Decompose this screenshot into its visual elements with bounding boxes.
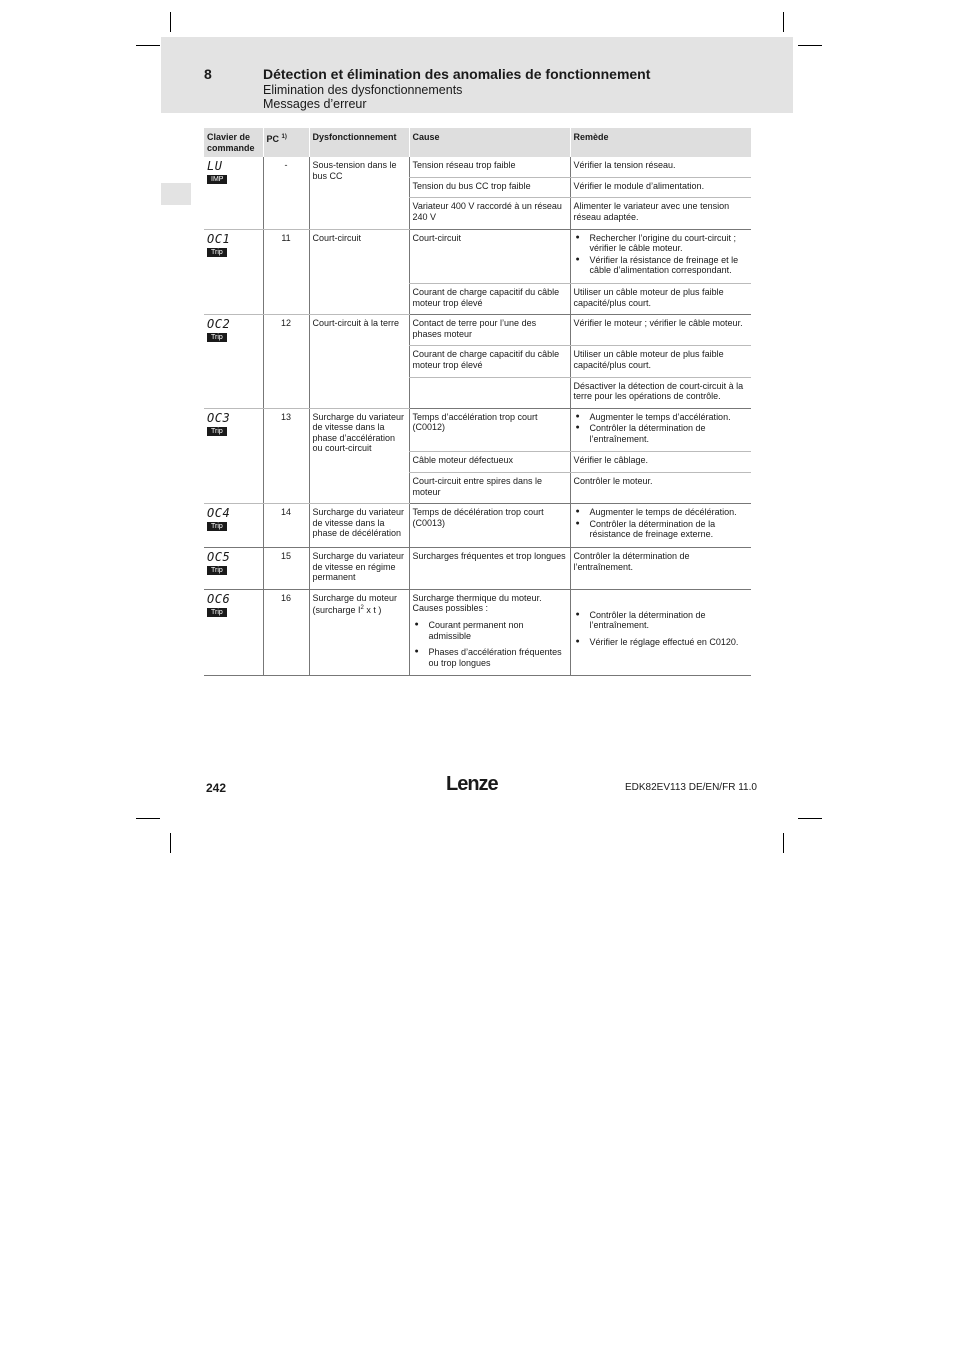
remedy-cell: Vérifier la tension réseau. [570, 157, 751, 177]
keypad-cell [204, 229, 263, 315]
status-badge: Trip [207, 427, 227, 436]
table-row [204, 589, 751, 676]
remedy-cell: ● Contrôler la détermination de l’entraînement. ● Vérifier le réglage effectué en C0120. [570, 589, 751, 676]
cause-cell: Courant de charge capacitif du câble moteur trop élevé [409, 346, 570, 377]
page-number: 242 [206, 781, 227, 795]
table-row [204, 408, 751, 452]
col-header-malfunction: Dysfonctionnement [309, 128, 409, 157]
lenze-logo: Lenze [446, 773, 498, 795]
remedy-cell: Utiliser un câble moteur de plus faible capacité/plus court. [570, 346, 751, 377]
pc-cell: 11 [263, 229, 309, 315]
chapter-number: 8 [204, 66, 212, 82]
table-row [204, 229, 751, 283]
remedy-cell: Vérifier le module d’alimentation. [570, 177, 751, 198]
chapter-title: Détection et élimination des anomalies de fonctionnement [263, 66, 651, 82]
status-badge: Trip [207, 248, 227, 257]
keypad-cell [204, 157, 263, 229]
remedy-cell: Contrôler la détermination de l’entraînement. [570, 548, 751, 590]
keypad-cell [204, 589, 263, 676]
crop-mark [170, 833, 171, 853]
keypad-cell [204, 315, 263, 409]
cause-cell: Courant de charge capacitif du câble moteur trop élevé [409, 283, 570, 314]
keypad-cell [204, 504, 263, 548]
display-code: LU [207, 159, 223, 174]
pc-cell: 12 [263, 315, 309, 409]
display-code: OC3 [207, 410, 231, 425]
remedy-cell: Contrôler le moteur. [570, 473, 751, 504]
crop-mark [798, 818, 822, 819]
cause-cell: Surcharge thermique du moteur. Causes possibles : ● Courant permanent non admissible ● Phases d’accélération fréquentes ou trop longues [409, 589, 570, 676]
table-header-row [204, 128, 751, 157]
cause-cell [409, 377, 570, 408]
malfunction-cell: Surcharge du moteur (surcharge $I^2$ x t ) [309, 589, 409, 676]
col-header-cause: Cause [409, 128, 570, 157]
malfunction-cell: Surcharge du variateur de vitesse en régime permanent [309, 548, 409, 590]
keypad-cell [204, 408, 263, 504]
malfunction-cell: Court-circuit [309, 229, 409, 315]
malfunction-cell: Surcharge du variateur de vitesse dans la phase de décélération [309, 504, 409, 548]
malfunction-cell: Sous-tension dans le bus CC [309, 157, 409, 229]
pc-cell: 14 [263, 504, 309, 548]
chapter-side-tab [161, 183, 191, 205]
cause-cell: Court-circuit entre spires dans le moteur [409, 473, 570, 504]
table-row [204, 548, 751, 590]
malfunction-cell: Court-circuit à la terre [309, 315, 409, 409]
section-subtitle: Elimination des dysfonctionnements [263, 83, 463, 97]
status-badge: Trip [207, 333, 227, 342]
display-code: OC1 [207, 231, 231, 246]
cause-cell: Court-circuit [409, 229, 570, 283]
section-subtitle: Messages d’erreur [263, 97, 367, 111]
status-badge: IMP [207, 175, 227, 184]
remedy-cell: Utiliser un câble moteur de plus faible capacité/plus court. [570, 283, 751, 314]
crop-mark [783, 833, 784, 853]
cause-cell: Tension réseau trop faible [409, 157, 570, 177]
col-header-keypad: Clavier de commande [204, 128, 263, 157]
crop-mark [798, 45, 822, 46]
pc-cell: - [263, 157, 309, 229]
remedy-cell: ● Augmenter le temps de décélération. ● Contrôler la détermination de la résistance de freinage externe. [570, 504, 751, 548]
col-header-pc: PC $^{1)}$ [263, 128, 309, 157]
cause-cell: Contact de terre pour l’une des phases moteur [409, 315, 570, 346]
cause-cell: Tension du bus CC trop faible [409, 177, 570, 198]
keypad-cell [204, 548, 263, 590]
crop-mark [170, 12, 171, 32]
display-code: OC2 [207, 317, 231, 332]
status-badge: Trip [207, 608, 227, 617]
display-code: OC5 [207, 550, 231, 565]
cause-cell: Variateur 400 V raccordé à un réseau 240 V [409, 198, 570, 229]
col-header-remedy: Remède [570, 128, 751, 157]
pc-cell: 13 [263, 408, 309, 504]
crop-mark [136, 818, 160, 819]
cause-cell: Temps de décélération trop court (C0013) [409, 504, 570, 548]
remedy-cell: Désactiver la détection de court-circuit à la terre pour les opérations de contrôle. [570, 377, 751, 408]
table-row [204, 315, 751, 346]
cause-cell: Câble moteur défectueux [409, 452, 570, 473]
cause-cell: Surcharges fréquentes et trop longues [409, 548, 570, 590]
malfunction-cell: Surcharge du variateur de vitesse dans la phase d’accélération ou court-circuit [309, 408, 409, 504]
table-row [204, 504, 751, 548]
document-id: EDK82EV113 DE/EN/FR 11.0 [625, 782, 757, 793]
remedy-cell: ● Rechercher l’origine du court-circuit ; vérifier le câble moteur. ● Vérifier la résistance de freinage et le câble d’alimentation correspondant. [570, 229, 751, 283]
status-badge: Trip [207, 522, 227, 531]
remedy-cell: Alimenter le variateur avec une tension réseau adaptée. [570, 198, 751, 229]
crop-mark [136, 45, 160, 46]
remedy-cell: Vérifier le moteur ; vérifier le câble moteur. [570, 315, 751, 346]
display-code: OC4 [207, 506, 231, 521]
remedy-cell: Vérifier le câblage. [570, 452, 751, 473]
pc-cell: 16 [263, 589, 309, 676]
cause-cell: Temps d’accélération trop court (C0012) [409, 408, 570, 452]
error-messages-table [204, 128, 751, 676]
status-badge: Trip [207, 566, 227, 575]
crop-mark [783, 12, 784, 32]
table-row [204, 157, 751, 177]
pc-cell: 15 [263, 548, 309, 590]
remedy-cell: ● Augmenter le temps d’accélération. ● Contrôler la détermination de l’entraînement. [570, 408, 751, 452]
display-code: OC6 [207, 591, 231, 606]
